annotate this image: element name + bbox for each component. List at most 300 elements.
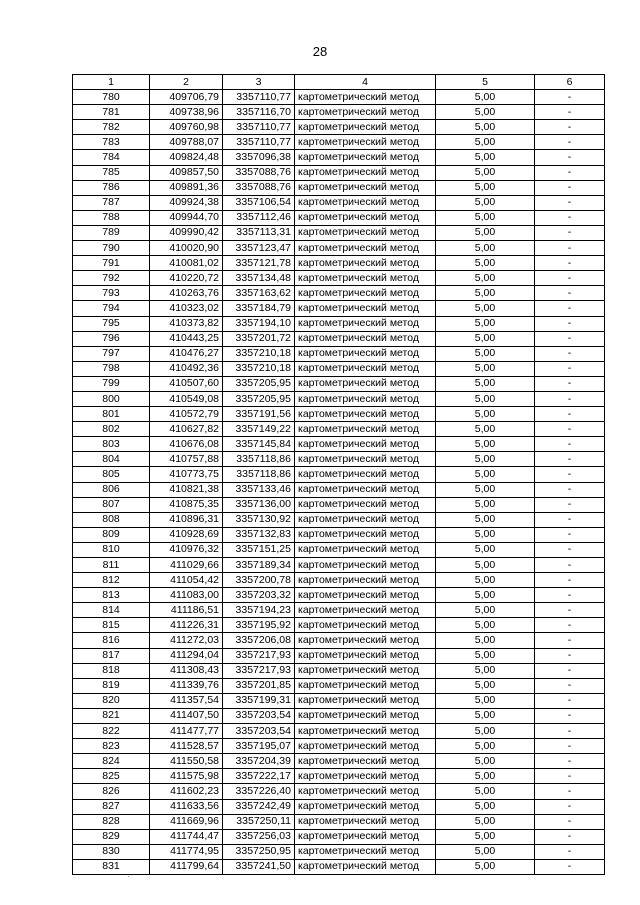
column-header: 2 <box>150 75 223 90</box>
x-coordinate-cell: 409891,36 <box>150 180 223 195</box>
table-row <box>73 180 605 195</box>
note-cell: - <box>535 618 605 633</box>
point-number-cell: 817 <box>73 648 150 663</box>
table-row <box>73 90 605 105</box>
y-coordinate-cell: 3357110,77 <box>223 120 295 135</box>
x-coordinate-cell: 411029,66 <box>150 558 223 573</box>
note-cell: - <box>535 452 605 467</box>
point-number-cell: 804 <box>73 452 150 467</box>
point-number-cell: 821 <box>73 708 150 723</box>
accuracy-cell: 5,00 <box>436 542 535 557</box>
table-row <box>73 271 605 286</box>
table-row <box>73 799 605 814</box>
table-row <box>73 573 605 588</box>
x-coordinate-cell: 410976,32 <box>150 542 223 557</box>
y-coordinate-cell: 3357151,25 <box>223 542 295 557</box>
point-number-cell: 791 <box>73 256 150 271</box>
table-row <box>73 165 605 180</box>
accuracy-cell: 5,00 <box>436 799 535 814</box>
x-coordinate-cell: 409944,70 <box>150 210 223 225</box>
note-cell: - <box>535 512 605 527</box>
table-row <box>73 844 605 859</box>
point-number-cell: 783 <box>73 135 150 150</box>
table-row <box>73 391 605 406</box>
note-cell: - <box>535 256 605 271</box>
y-coordinate-cell: 3357205,95 <box>223 376 295 391</box>
note-cell: - <box>535 316 605 331</box>
y-coordinate-cell: 3357194,23 <box>223 603 295 618</box>
note-cell: - <box>535 678 605 693</box>
point-number-cell: 824 <box>73 754 150 769</box>
method-cell: картометрический метод <box>295 256 436 271</box>
y-coordinate-cell: 3357201,72 <box>223 331 295 346</box>
x-coordinate-cell: 409706,79 <box>150 90 223 105</box>
accuracy-cell: 5,00 <box>436 739 535 754</box>
x-coordinate-cell: 411308,43 <box>150 663 223 678</box>
accuracy-cell: 5,00 <box>436 603 535 618</box>
note-cell: - <box>535 708 605 723</box>
table-row <box>73 497 605 512</box>
note-cell: - <box>535 603 605 618</box>
method-cell: картометрический метод <box>295 376 436 391</box>
method-cell: картометрический метод <box>295 150 436 165</box>
method-cell: картометрический метод <box>295 361 436 376</box>
point-number-cell: 826 <box>73 784 150 799</box>
point-number-cell: 794 <box>73 301 150 316</box>
note-cell: - <box>535 724 605 739</box>
x-coordinate-cell: 411186,51 <box>150 603 223 618</box>
accuracy-cell: 5,00 <box>436 391 535 406</box>
point-number-cell: 803 <box>73 437 150 452</box>
accuracy-cell: 5,00 <box>436 497 535 512</box>
coordinates-table <box>72 74 605 875</box>
y-coordinate-cell: 3357250,95 <box>223 844 295 859</box>
y-coordinate-cell: 3357205,95 <box>223 391 295 406</box>
table-row <box>73 346 605 361</box>
note-cell: - <box>535 467 605 482</box>
method-cell: картометрический метод <box>295 573 436 588</box>
note-cell: - <box>535 663 605 678</box>
scan-artifact <box>128 876 129 877</box>
x-coordinate-cell: 411294,04 <box>150 648 223 663</box>
point-number-cell: 793 <box>73 286 150 301</box>
table-row <box>73 829 605 844</box>
table-row <box>73 361 605 376</box>
table-row <box>73 422 605 437</box>
x-coordinate-cell: 410081,02 <box>150 256 223 271</box>
point-number-cell: 822 <box>73 724 150 739</box>
y-coordinate-cell: 3357256,03 <box>223 829 295 844</box>
column-header: 4 <box>295 75 436 90</box>
point-number-cell: 801 <box>73 407 150 422</box>
note-cell: - <box>535 497 605 512</box>
note-cell: - <box>535 180 605 195</box>
y-coordinate-cell: 3357204,39 <box>223 754 295 769</box>
method-cell: картометрический метод <box>295 663 436 678</box>
accuracy-cell: 5,00 <box>436 422 535 437</box>
accuracy-cell: 5,00 <box>436 195 535 210</box>
method-cell: картометрический метод <box>295 558 436 573</box>
note-cell: - <box>535 105 605 120</box>
table-row <box>73 331 605 346</box>
note-cell: - <box>535 210 605 225</box>
accuracy-cell: 5,00 <box>436 859 535 874</box>
y-coordinate-cell: 3357123,47 <box>223 241 295 256</box>
table-row <box>73 316 605 331</box>
table-row <box>73 859 605 874</box>
table-row <box>73 467 605 482</box>
y-coordinate-cell: 3357110,77 <box>223 90 295 105</box>
y-coordinate-cell: 3357112,46 <box>223 210 295 225</box>
method-cell: картометрический метод <box>295 693 436 708</box>
x-coordinate-cell: 410928,69 <box>150 527 223 542</box>
method-cell: картометрический метод <box>295 512 436 527</box>
method-cell: картометрический метод <box>295 829 436 844</box>
method-cell: картометрический метод <box>295 241 436 256</box>
table-row <box>73 784 605 799</box>
y-coordinate-cell: 3357136,00 <box>223 497 295 512</box>
table-row <box>73 739 605 754</box>
point-number-cell: 810 <box>73 542 150 557</box>
x-coordinate-cell: 411054,42 <box>150 573 223 588</box>
note-cell: - <box>535 633 605 648</box>
note-cell: - <box>535 829 605 844</box>
accuracy-cell: 5,00 <box>436 105 535 120</box>
accuracy-cell: 5,00 <box>436 271 535 286</box>
accuracy-cell: 5,00 <box>436 754 535 769</box>
note-cell: - <box>535 90 605 105</box>
table-row <box>73 135 605 150</box>
y-coordinate-cell: 3357217,93 <box>223 663 295 678</box>
method-cell: картометрический метод <box>295 225 436 240</box>
x-coordinate-cell: 411272,03 <box>150 633 223 648</box>
x-coordinate-cell: 410373,82 <box>150 316 223 331</box>
x-coordinate-cell: 410323,02 <box>150 301 223 316</box>
table-row <box>73 814 605 829</box>
point-number-cell: 806 <box>73 482 150 497</box>
accuracy-cell: 5,00 <box>436 648 535 663</box>
y-coordinate-cell: 3357199,31 <box>223 693 295 708</box>
y-coordinate-cell: 3357116,70 <box>223 105 295 120</box>
y-coordinate-cell: 3357134,48 <box>223 271 295 286</box>
point-number-cell: 811 <box>73 558 150 573</box>
y-coordinate-cell: 3357132,83 <box>223 527 295 542</box>
point-number-cell: 805 <box>73 467 150 482</box>
note-cell: - <box>535 573 605 588</box>
y-coordinate-cell: 3357195,07 <box>223 739 295 754</box>
accuracy-cell: 5,00 <box>436 573 535 588</box>
table-row <box>73 120 605 135</box>
point-number-cell: 790 <box>73 241 150 256</box>
method-cell: картометрический метод <box>295 799 436 814</box>
table-row <box>73 225 605 240</box>
note-cell: - <box>535 693 605 708</box>
method-cell: картометрический метод <box>295 210 436 225</box>
x-coordinate-cell: 411528,57 <box>150 739 223 754</box>
accuracy-cell: 5,00 <box>436 633 535 648</box>
table-row <box>73 754 605 769</box>
x-coordinate-cell: 410476,27 <box>150 346 223 361</box>
table-row <box>73 437 605 452</box>
accuracy-cell: 5,00 <box>436 120 535 135</box>
note-cell: - <box>535 437 605 452</box>
accuracy-cell: 5,00 <box>436 693 535 708</box>
table-row <box>73 693 605 708</box>
table-row <box>73 708 605 723</box>
method-cell: картометрический метод <box>295 739 436 754</box>
point-number-cell: 792 <box>73 271 150 286</box>
note-cell: - <box>535 588 605 603</box>
method-cell: картометрический метод <box>295 180 436 195</box>
point-number-cell: 828 <box>73 814 150 829</box>
y-coordinate-cell: 3357203,54 <box>223 708 295 723</box>
x-coordinate-cell: 410572,79 <box>150 407 223 422</box>
y-coordinate-cell: 3357110,77 <box>223 135 295 150</box>
x-coordinate-cell: 409924,38 <box>150 195 223 210</box>
y-coordinate-cell: 3357118,86 <box>223 467 295 482</box>
point-number-cell: 818 <box>73 663 150 678</box>
accuracy-cell: 5,00 <box>436 482 535 497</box>
method-cell: картометрический метод <box>295 527 436 542</box>
x-coordinate-cell: 410896,31 <box>150 512 223 527</box>
point-number-cell: 802 <box>73 422 150 437</box>
method-cell: картометрический метод <box>295 708 436 723</box>
table-row <box>73 588 605 603</box>
method-cell: картометрический метод <box>295 271 436 286</box>
note-cell: - <box>535 814 605 829</box>
point-number-cell: 795 <box>73 316 150 331</box>
method-cell: картометрический метод <box>295 437 436 452</box>
method-cell: картометрический метод <box>295 467 436 482</box>
note-cell: - <box>535 558 605 573</box>
x-coordinate-cell: 410821,38 <box>150 482 223 497</box>
x-coordinate-cell: 410020,90 <box>150 241 223 256</box>
table-body <box>73 90 605 875</box>
point-number-cell: 799 <box>73 376 150 391</box>
accuracy-cell: 5,00 <box>436 376 535 391</box>
x-coordinate-cell: 410773,75 <box>150 467 223 482</box>
y-coordinate-cell: 3357241,50 <box>223 859 295 874</box>
point-number-cell: 796 <box>73 331 150 346</box>
accuracy-cell: 5,00 <box>436 241 535 256</box>
x-coordinate-cell: 411633,56 <box>150 799 223 814</box>
table-row <box>73 376 605 391</box>
table-row <box>73 663 605 678</box>
accuracy-cell: 5,00 <box>436 361 535 376</box>
method-cell: картометрический метод <box>295 497 436 512</box>
note-cell: - <box>535 648 605 663</box>
y-coordinate-cell: 3357096,38 <box>223 150 295 165</box>
accuracy-cell: 5,00 <box>436 180 535 195</box>
y-coordinate-cell: 3357184,79 <box>223 301 295 316</box>
point-number-cell: 800 <box>73 391 150 406</box>
y-coordinate-cell: 3357106,54 <box>223 195 295 210</box>
method-cell: картометрический метод <box>295 678 436 693</box>
y-coordinate-cell: 3357145,84 <box>223 437 295 452</box>
x-coordinate-cell: 411744,47 <box>150 829 223 844</box>
note-cell: - <box>535 542 605 557</box>
note-cell: - <box>535 844 605 859</box>
point-number-cell: 825 <box>73 769 150 784</box>
method-cell: картометрический метод <box>295 195 436 210</box>
x-coordinate-cell: 409824,48 <box>150 150 223 165</box>
point-number-cell: 809 <box>73 527 150 542</box>
method-cell: картометрический метод <box>295 286 436 301</box>
accuracy-cell: 5,00 <box>436 331 535 346</box>
table-row <box>73 407 605 422</box>
note-cell: - <box>535 346 605 361</box>
x-coordinate-cell: 410757,88 <box>150 452 223 467</box>
note-cell: - <box>535 376 605 391</box>
method-cell: картометрический метод <box>295 482 436 497</box>
table-row <box>73 150 605 165</box>
accuracy-cell: 5,00 <box>436 210 535 225</box>
x-coordinate-cell: 411226,31 <box>150 618 223 633</box>
method-cell: картометрический метод <box>295 648 436 663</box>
accuracy-cell: 5,00 <box>436 346 535 361</box>
y-coordinate-cell: 3357163,62 <box>223 286 295 301</box>
x-coordinate-cell: 411339,76 <box>150 678 223 693</box>
y-coordinate-cell: 3357133,46 <box>223 482 295 497</box>
method-cell: картометрический метод <box>295 844 436 859</box>
method-cell: картометрический метод <box>295 301 436 316</box>
table-row <box>73 603 605 618</box>
point-number-cell: 823 <box>73 739 150 754</box>
accuracy-cell: 5,00 <box>436 437 535 452</box>
x-coordinate-cell: 411550,58 <box>150 754 223 769</box>
point-number-cell: 780 <box>73 90 150 105</box>
y-coordinate-cell: 3357130,92 <box>223 512 295 527</box>
x-coordinate-cell: 410263,76 <box>150 286 223 301</box>
note-cell: - <box>535 407 605 422</box>
point-number-cell: 786 <box>73 180 150 195</box>
x-coordinate-cell: 410676,08 <box>150 437 223 452</box>
table-header-row <box>73 75 605 90</box>
note-cell: - <box>535 135 605 150</box>
point-number-cell: 829 <box>73 829 150 844</box>
accuracy-cell: 5,00 <box>436 814 535 829</box>
accuracy-cell: 5,00 <box>436 467 535 482</box>
accuracy-cell: 5,00 <box>436 135 535 150</box>
method-cell: картометрический метод <box>295 346 436 361</box>
point-number-cell: 798 <box>73 361 150 376</box>
method-cell: картометрический метод <box>295 542 436 557</box>
method-cell: картометрический метод <box>295 724 436 739</box>
method-cell: картометрический метод <box>295 391 436 406</box>
point-number-cell: 785 <box>73 165 150 180</box>
x-coordinate-cell: 410507,60 <box>150 376 223 391</box>
accuracy-cell: 5,00 <box>436 708 535 723</box>
point-number-cell: 782 <box>73 120 150 135</box>
note-cell: - <box>535 361 605 376</box>
note-cell: - <box>535 859 605 874</box>
method-cell: картометрический метод <box>295 769 436 784</box>
accuracy-cell: 5,00 <box>436 256 535 271</box>
point-number-cell: 812 <box>73 573 150 588</box>
accuracy-cell: 5,00 <box>436 769 535 784</box>
accuracy-cell: 5,00 <box>436 527 535 542</box>
method-cell: картометрический метод <box>295 135 436 150</box>
note-cell: - <box>535 799 605 814</box>
x-coordinate-cell: 411669,96 <box>150 814 223 829</box>
table-row <box>73 286 605 301</box>
note-cell: - <box>535 482 605 497</box>
point-number-cell: 781 <box>73 105 150 120</box>
note-cell: - <box>535 754 605 769</box>
y-coordinate-cell: 3357113,31 <box>223 225 295 240</box>
note-cell: - <box>535 241 605 256</box>
note-cell: - <box>535 422 605 437</box>
table-row <box>73 105 605 120</box>
accuracy-cell: 5,00 <box>436 678 535 693</box>
point-number-cell: 814 <box>73 603 150 618</box>
table-row <box>73 648 605 663</box>
note-cell: - <box>535 120 605 135</box>
point-number-cell: 831 <box>73 859 150 874</box>
x-coordinate-cell: 411799,64 <box>150 859 223 874</box>
table-row <box>73 512 605 527</box>
point-number-cell: 830 <box>73 844 150 859</box>
table-row <box>73 527 605 542</box>
method-cell: картометрический метод <box>295 452 436 467</box>
table-row <box>73 769 605 784</box>
point-number-cell: 815 <box>73 618 150 633</box>
accuracy-cell: 5,00 <box>436 301 535 316</box>
accuracy-cell: 5,00 <box>436 452 535 467</box>
point-number-cell: 797 <box>73 346 150 361</box>
table-row <box>73 452 605 467</box>
y-coordinate-cell: 3357222,17 <box>223 769 295 784</box>
accuracy-cell: 5,00 <box>436 784 535 799</box>
note-cell: - <box>535 301 605 316</box>
x-coordinate-cell: 410492,36 <box>150 361 223 376</box>
accuracy-cell: 5,00 <box>436 407 535 422</box>
note-cell: - <box>535 150 605 165</box>
method-cell: картометрический метод <box>295 422 436 437</box>
table-row <box>73 678 605 693</box>
point-number-cell: 808 <box>73 512 150 527</box>
page-number: 28 <box>312 44 328 59</box>
accuracy-cell: 5,00 <box>436 90 535 105</box>
y-coordinate-cell: 3357195,92 <box>223 618 295 633</box>
column-header: 6 <box>535 75 605 90</box>
x-coordinate-cell: 410627,82 <box>150 422 223 437</box>
accuracy-cell: 5,00 <box>436 724 535 739</box>
y-coordinate-cell: 3357189,34 <box>223 558 295 573</box>
note-cell: - <box>535 195 605 210</box>
note-cell: - <box>535 165 605 180</box>
table-row <box>73 301 605 316</box>
x-coordinate-cell: 409738,96 <box>150 105 223 120</box>
table-row <box>73 542 605 557</box>
accuracy-cell: 5,00 <box>436 512 535 527</box>
y-coordinate-cell: 3357203,54 <box>223 724 295 739</box>
table-row <box>73 618 605 633</box>
y-coordinate-cell: 3357194,10 <box>223 316 295 331</box>
x-coordinate-cell: 409788,07 <box>150 135 223 150</box>
accuracy-cell: 5,00 <box>436 663 535 678</box>
y-coordinate-cell: 3357088,76 <box>223 165 295 180</box>
accuracy-cell: 5,00 <box>436 165 535 180</box>
accuracy-cell: 5,00 <box>436 150 535 165</box>
point-number-cell: 827 <box>73 799 150 814</box>
note-cell: - <box>535 784 605 799</box>
method-cell: картометрический метод <box>295 588 436 603</box>
point-number-cell: 788 <box>73 210 150 225</box>
x-coordinate-cell: 411774,95 <box>150 844 223 859</box>
x-coordinate-cell: 409760,98 <box>150 120 223 135</box>
x-coordinate-cell: 409857,50 <box>150 165 223 180</box>
